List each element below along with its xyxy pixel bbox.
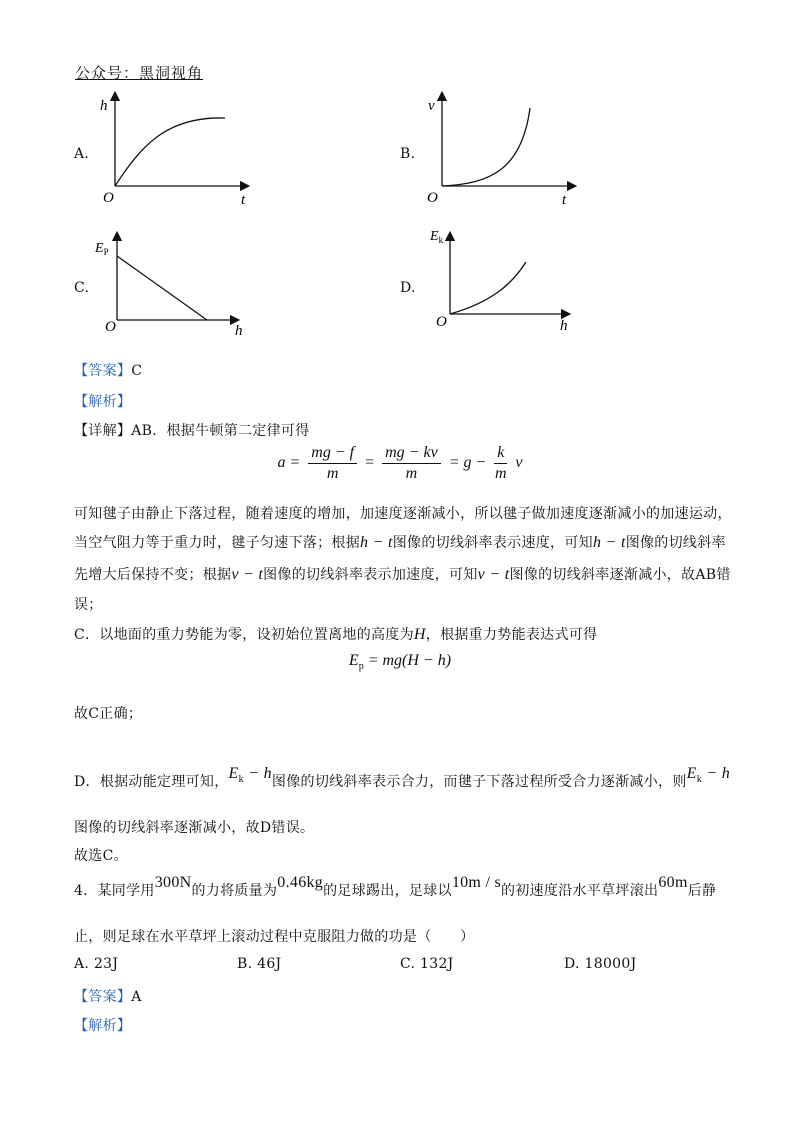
q3-line4: 误； — [74, 597, 103, 613]
formula-num1: mg − f — [308, 444, 357, 464]
option-c-label: C. — [74, 280, 90, 296]
graph-d-curve — [450, 262, 526, 314]
q3-ab-intro: AB．根据牛顿第二定律可得 — [131, 423, 310, 439]
graph-b-curve — [442, 108, 530, 186]
q3-d-line2: 图像的切线斜率逐渐减小，故D错误。 — [74, 820, 315, 836]
math-ek-h-2: $E_k - h$ — [686, 765, 731, 786]
q3-c-line: C．以地面的重力势能为零，设初始位置离地的高度为H，根据重力势能表达式可得 — [74, 626, 598, 643]
q3-line3: 先增大后保持不变；根据v − t图像的切线斜率表示加速度，可知v − t图像的切线斜率逐渐减小，故AB错 — [74, 566, 731, 583]
q3-line1: 可知毽子由静止下落过程，随着速度的增加，加速度逐渐减小，所以毽子做加速度逐渐减小的加速运动， — [74, 506, 732, 522]
option-b-label: B. — [400, 146, 416, 162]
q4-option-c: C. 132J — [400, 956, 454, 972]
formula-den1: m — [326, 465, 339, 482]
option-a-label: A. — [74, 146, 90, 162]
graph-c-line — [117, 256, 207, 320]
q3-analysis-tag: 【解析】 — [74, 394, 132, 410]
graph-c-x-label: h — [235, 323, 243, 339]
q4-force: 300N — [154, 874, 192, 891]
option-d-label: D. — [400, 280, 416, 296]
q4-stem-line2: 止，则足球在水平草坪上滚动过程中克服阻力做的功是（ ） — [74, 929, 475, 945]
formula-num2: mg − kv — [382, 444, 441, 464]
graph-d-x-label: h — [560, 318, 568, 334]
q4-option-a: A. 23J — [74, 956, 119, 972]
q4-mass: 0.46kg — [277, 874, 324, 891]
q4-stem-line1: 4．某同学用300N的力将质量为0.46kg的足球踢出，足球以10m / s的初速度沿水平草坪滚出60m后静 — [74, 874, 717, 899]
graph-b-y-label: v — [428, 98, 435, 114]
q3-line2: 当空气阻力等于重力时，毽子匀速下落；根据h − t图像的切线斜率表示速度，可知h − t图像的切线斜率 — [74, 534, 726, 551]
q3-c-conclusion: 故C正确； — [74, 706, 143, 722]
q4-speed: 10m / s — [451, 874, 502, 891]
graph-a-origin: O — [103, 190, 114, 206]
graph-d-y-label: $E_k$ — [430, 229, 444, 245]
q3-final: 故选C。 — [74, 848, 128, 864]
q3-detail-intro — [74, 420, 310, 440]
q3-formula-newton — [0, 444, 800, 483]
formula-eq2: = g − — [448, 454, 487, 472]
formula-den2: m — [405, 465, 418, 482]
graph-a-y-label: h — [100, 98, 108, 114]
graph-c — [95, 228, 255, 340]
q4-answer-tag: 【答案】 — [74, 989, 132, 1005]
formula-den3: m — [495, 465, 507, 482]
formula-num3: k — [494, 444, 507, 464]
graph-b-origin: O — [427, 190, 438, 206]
q3-answer — [74, 360, 142, 380]
q3-formula-ep: $E_p = mg(H - h)$ — [348, 652, 452, 673]
graph-c-origin: O — [105, 319, 116, 335]
q3-d-line: D．根据动能定理可知，$E_k - h$图像的切线斜率表示合力，而毽子下落过程所受合力逐渐减小，则$E_k - h$ — [74, 765, 731, 790]
graph-a-x-label: t — [241, 192, 246, 208]
q3-detail-tag: 【详解】 — [74, 423, 132, 439]
graph-b — [422, 88, 582, 208]
q4-analysis-tag: 【解析】 — [74, 1018, 132, 1034]
graph-b-x-label: t — [562, 192, 567, 208]
math-h-t-1: h − t — [360, 534, 393, 551]
q4-answer-value: A — [131, 989, 142, 1005]
q3-answer-tag: 【答案】 — [74, 363, 132, 379]
graph-a-curve — [115, 118, 225, 186]
q3-answer-value: C — [131, 363, 143, 379]
math-v-t-2: v − t — [477, 566, 510, 583]
math-ek-h-1: $E_k - h$ — [228, 765, 272, 786]
q4-option-b: B. 46J — [237, 956, 282, 972]
graph-d — [422, 222, 582, 340]
graph-a — [95, 88, 255, 208]
math-v-t-1: v − t — [231, 566, 264, 583]
graph-d-origin: O — [436, 314, 447, 330]
formula-eq: = — [365, 454, 375, 472]
formula-tail: v — [515, 454, 523, 472]
math-h-t-2: h − t — [592, 534, 626, 551]
q4-answer — [74, 986, 142, 1006]
q4-option-d: D. 18000J — [564, 956, 637, 972]
brand-watermark: 公众号：黑洞视角 — [75, 64, 204, 82]
graph-c-y-label: $E_P$ — [95, 241, 109, 257]
q4-distance: 60m — [658, 874, 688, 891]
math-H: H — [413, 626, 426, 643]
formula-lhs: a = — [277, 454, 301, 472]
